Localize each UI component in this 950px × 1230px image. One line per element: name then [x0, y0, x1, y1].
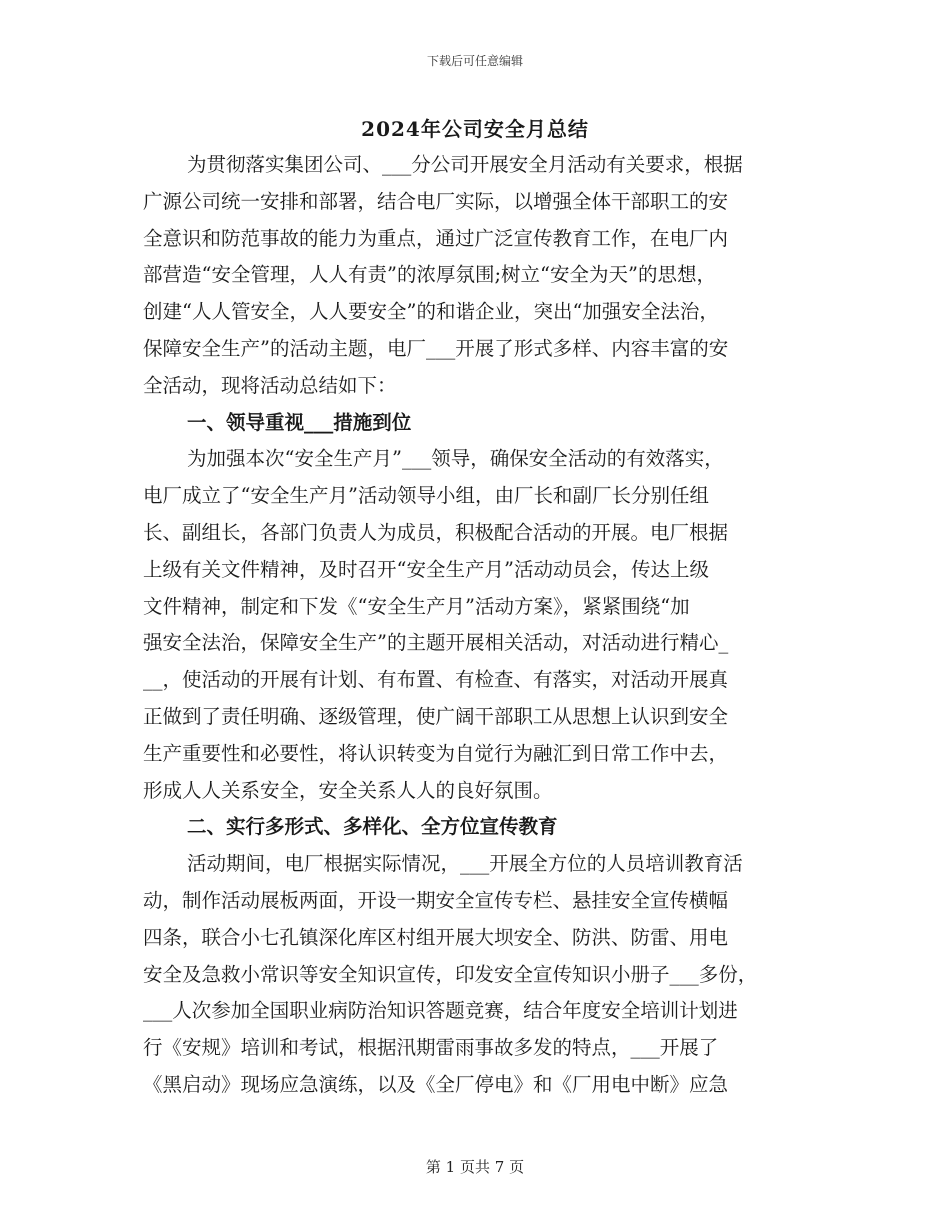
paragraph-line: 动，制作活动展板两面，开设一期安全宣传专栏、悬挂安全宣传横幅 — [143, 888, 729, 912]
paragraph-line: 四条，联合小七孔镇深化库区村组开展大坝安全、防洪、防雷、用电 — [143, 925, 729, 949]
paragraph-line: 安全及急救小常识等安全知识宣传，印发安全宣传知识小册子___多份， — [143, 962, 758, 986]
document-body — [143, 147, 823, 1104]
paragraph-line: 《黑启动》现场应急演练，以及《全厂停电》和《厂用电中断》应急 — [143, 1072, 729, 1096]
paragraph-line: 正做到了责任明确、逐级管理，使广阔干部职工从思想上认识到安全 — [143, 704, 729, 728]
page-number: 第 1 页共 7 页 — [425, 1158, 525, 1176]
section-heading: 二、实行多形式、多样化、全方位宣传教育 — [187, 815, 558, 839]
document-title: 2024年公司安全月总结 — [361, 117, 589, 141]
paragraph-line: 创建“人人管安全，人人要安全”的和谐企业，突出“加强安全法治， — [143, 300, 719, 324]
paragraph-line: 为贯彻落实集团公司、___分公司开展安全月活动有关要求，根据 — [187, 153, 743, 176]
paragraph-line: ___人次参加全国职业病防治知识答题竞赛，结合年度安全培训计划进 — [143, 999, 738, 1023]
paragraph-line: 活动期间，电厂根据实际情况，___开展全方位的人员培训教育活 — [187, 852, 743, 876]
paragraph-line: 生产重要性和必要性，将认识转变为自觉行为融汇到日常工作中去， — [143, 741, 729, 765]
paragraph-line: 部营造“安全管理，人人有责”的浓厚氛围;树立“安全为天”的思想， — [143, 263, 716, 287]
paragraph-line: 电厂成立了“安全生产月”活动领导小组，由厂长和副厂长分别任组 — [143, 484, 709, 508]
paragraph-line: 保障安全生产”的活动主题，电厂___开展了形式多样、内容丰富的安 — [143, 336, 729, 360]
paragraph-line: 广源公司统一安排和部署，结合电厂实际，以增强全体干部职工的安 — [143, 189, 729, 213]
paragraph-line: 上级有关文件精神，及时召开“安全生产月”活动动员会，传达上级 — [143, 557, 709, 581]
paragraph-line: __，使活动的开展有计划、有布置、有检查、有落实，对活动开展真 — [143, 668, 729, 692]
paragraph-line: 全意识和防范事故的能力为重点，通过广泛宣传教育工作，在电厂内 — [143, 226, 729, 250]
paragraph-line: 为加强本次“安全生产月”___领导，确保安全活动的有效落实， — [187, 447, 724, 471]
header-note: 下载后可任意编辑 — [426, 54, 523, 68]
paragraph-line: 全活动，现将活动总结如下： — [143, 373, 397, 397]
paragraph-line: 强安全法治，保障安全生产”的主题开展相关活动，对活动进行精心_ — [143, 631, 729, 655]
section-heading: 一、领导重视___措施到位 — [187, 410, 412, 434]
paragraph-line: 文件精神，制定和下发《“安全生产月”活动方案》，紧紧围绕“加 — [143, 594, 690, 618]
paragraph-line: 形成人人关系安全，安全关系人人的良好氛围。 — [143, 778, 553, 802]
paragraph-line: 行《安规》培训和考试，根据汛期雷雨事故多发的特点，___开展了 — [143, 1036, 719, 1060]
paragraph-line: 长、副组长，各部门负责人为成员，积极配合活动的开展。电厂根据 — [143, 520, 729, 544]
